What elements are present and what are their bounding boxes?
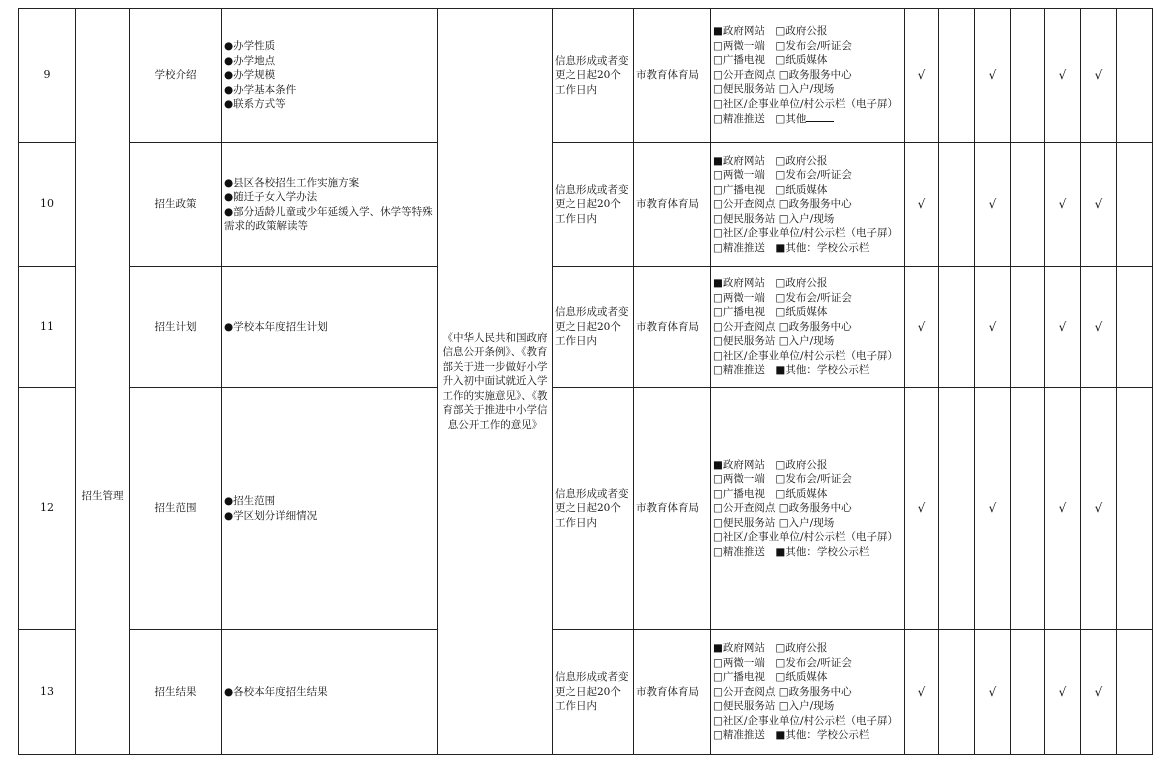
channel-option: □公开查阅点 □政务服务中心 bbox=[713, 320, 852, 333]
row-number: 9 bbox=[19, 9, 76, 143]
check-mark-cell bbox=[1117, 9, 1153, 143]
channel-option: □社区/企事业单位/村公示栏（电子屏） bbox=[713, 97, 898, 110]
channel-option-last bbox=[713, 111, 902, 127]
channel-option-text: □精准推送 ■其他：学校公示栏 bbox=[713, 364, 870, 377]
content-item: ●办学规模 bbox=[224, 69, 276, 82]
channel-options bbox=[711, 267, 905, 388]
check-mark-cell: √ bbox=[905, 9, 939, 143]
channel-option: □便民服务站 □入户/现场 bbox=[713, 335, 835, 348]
responsible-agency: 市教育体育局 bbox=[634, 388, 711, 630]
check-mark-cell bbox=[1011, 267, 1045, 388]
check-mark-cell bbox=[1117, 388, 1153, 630]
channel-option-last bbox=[713, 363, 902, 378]
responsible-agency: 市教育体育局 bbox=[634, 630, 711, 755]
content-list bbox=[222, 630, 438, 755]
legal-basis: 《中华人民共和国政府信息公开条例》、《教育部关于进一步做好小学升入初中面试就近入学工作的实施意见》、《教育部关于推进中小学信息公开工作的意见》 bbox=[438, 9, 553, 755]
check-mark-cell: √ bbox=[975, 388, 1011, 630]
category-cell: 招生管理 bbox=[76, 9, 130, 755]
check-mark-cell bbox=[1011, 630, 1045, 755]
content-item: ●随迁子女入学办法 bbox=[224, 191, 318, 203]
content-item: ●县区各校招生工作实施方案 bbox=[224, 176, 360, 189]
content-item: ●学区划分详细情况 bbox=[224, 509, 318, 522]
disclosure-time: 信息形成或者变更之日起20个工作日内 bbox=[553, 267, 634, 388]
table-row bbox=[19, 267, 1153, 388]
check-mark-cell: √ bbox=[905, 630, 939, 755]
check-mark-cell bbox=[939, 143, 975, 267]
check-mark-cell: √ bbox=[1081, 630, 1117, 755]
channel-option: □便民服务站 □入户/现场 bbox=[713, 212, 835, 225]
channel-options bbox=[711, 388, 905, 630]
check-mark-cell bbox=[1011, 143, 1045, 267]
content-item: ●联系方式等 bbox=[224, 98, 286, 111]
check-mark-cell: √ bbox=[905, 143, 939, 267]
check-mark-cell bbox=[1011, 9, 1045, 143]
content-list bbox=[222, 143, 438, 267]
check-mark-cell bbox=[1117, 630, 1153, 755]
channel-options bbox=[711, 143, 905, 267]
table-body bbox=[19, 9, 1153, 755]
channel-option-text: □精准推送 ■其他：学校公示栏 bbox=[713, 241, 870, 254]
channel-options bbox=[711, 9, 905, 143]
channel-option: □广播电视 □纸质媒体 bbox=[713, 54, 828, 67]
item-name: 招生计划 bbox=[130, 267, 222, 388]
channel-option: ■政府网站 □政府公报 bbox=[713, 277, 828, 290]
responsible-agency: 市教育体育局 bbox=[634, 267, 711, 388]
row-number: 10 bbox=[19, 143, 76, 267]
check-mark-cell: √ bbox=[975, 9, 1011, 143]
channel-option: ■政府网站 □政府公报 bbox=[713, 154, 828, 167]
check-mark-cell: √ bbox=[1045, 388, 1081, 630]
table-row bbox=[19, 143, 1153, 267]
check-mark-cell bbox=[939, 267, 975, 388]
content-list bbox=[222, 267, 438, 388]
content-list bbox=[222, 9, 438, 143]
row-number: 12 bbox=[19, 388, 76, 630]
channel-option: □公开查阅点 □政务服务中心 bbox=[713, 198, 852, 211]
disclosure-time: 信息形成或者变更之日起20个工作日内 bbox=[553, 143, 634, 267]
channel-option: □便民服务站 □入户/现场 bbox=[713, 700, 835, 713]
channel-option: □公开查阅点 □政务服务中心 bbox=[713, 502, 852, 515]
check-mark-cell: √ bbox=[1081, 388, 1117, 630]
channel-option-last bbox=[713, 728, 902, 743]
channel-option: ■政府网站 □政府公报 bbox=[713, 642, 828, 655]
channel-option: □社区/企事业单位/村公示栏（电子屏） bbox=[713, 714, 898, 727]
responsible-agency: 市教育体育局 bbox=[634, 143, 711, 267]
channel-option: □便民服务站 □入户/现场 bbox=[713, 516, 835, 529]
item-name: 招生结果 bbox=[130, 630, 222, 755]
channel-option-last bbox=[713, 241, 902, 256]
check-mark-cell bbox=[1011, 388, 1045, 630]
channel-option: □两微一端 □发布会/听证会 bbox=[713, 473, 852, 486]
check-mark-cell: √ bbox=[905, 388, 939, 630]
channel-option-text: □精准推送 ■其他：学校公示栏 bbox=[713, 729, 870, 742]
channel-option: □社区/企事业单位/村公示栏（电子屏） bbox=[713, 531, 898, 544]
content-item: ●招生范围 bbox=[224, 495, 276, 507]
channel-option: □公开查阅点 □政务服务中心 bbox=[713, 685, 852, 698]
content-item: ●办学性质 bbox=[224, 40, 276, 53]
channel-option: □广播电视 □纸质媒体 bbox=[713, 183, 828, 196]
channel-option-text: □精准推送 □其他 bbox=[713, 113, 807, 126]
check-mark-cell bbox=[939, 630, 975, 755]
blank-underline bbox=[806, 111, 834, 122]
item-name: 学校介绍 bbox=[130, 9, 222, 143]
check-mark-cell: √ bbox=[905, 267, 939, 388]
content-item: ●办学基本条件 bbox=[224, 83, 297, 96]
channel-option: □社区/企事业单位/村公示栏（电子屏） bbox=[713, 227, 898, 240]
channel-option: □社区/企事业单位/村公示栏（电子屏） bbox=[713, 349, 898, 362]
channel-option: □两微一端 □发布会/听证会 bbox=[713, 656, 852, 669]
check-mark-cell: √ bbox=[1045, 143, 1081, 267]
disclosure-time: 信息形成或者变更之日起20个工作日内 bbox=[553, 630, 634, 755]
channel-option-last bbox=[713, 545, 902, 560]
responsible-agency: 市教育体育局 bbox=[634, 9, 711, 143]
channel-option: □两微一端 □发布会/听证会 bbox=[713, 291, 852, 304]
check-mark-cell: √ bbox=[1045, 267, 1081, 388]
channel-option: □公开查阅点 □政务服务中心 bbox=[713, 68, 852, 81]
content-item: ●各校本年度招生结果 bbox=[224, 685, 328, 698]
channel-options bbox=[711, 630, 905, 755]
check-mark-cell: √ bbox=[975, 267, 1011, 388]
check-mark-cell bbox=[1117, 267, 1153, 388]
disclosure-time: 信息形成或者变更之日起20个工作日内 bbox=[553, 9, 634, 143]
check-mark-cell: √ bbox=[1045, 630, 1081, 755]
channel-option: □广播电视 □纸质媒体 bbox=[713, 306, 828, 319]
check-mark-cell bbox=[939, 9, 975, 143]
channel-option: ■政府网站 □政府公报 bbox=[713, 458, 828, 471]
row-number: 13 bbox=[19, 630, 76, 755]
channel-option: □便民服务站 □入户/现场 bbox=[713, 83, 835, 96]
content-item: ●部分适龄儿童或少年延缓入学、休学等特殊需求的政策解读等 bbox=[224, 205, 433, 232]
channel-option: □广播电视 □纸质媒体 bbox=[713, 671, 828, 684]
item-name: 招生范围 bbox=[130, 388, 222, 630]
check-mark-cell: √ bbox=[1045, 9, 1081, 143]
table-row bbox=[19, 388, 1153, 630]
content-item: ●学校本年度招生计划 bbox=[224, 320, 328, 333]
table-row bbox=[19, 9, 1153, 143]
row-number: 11 bbox=[19, 267, 76, 388]
check-mark-cell: √ bbox=[1081, 9, 1117, 143]
check-mark-cell: √ bbox=[975, 630, 1011, 755]
check-mark-cell bbox=[1117, 143, 1153, 267]
item-name: 招生政策 bbox=[130, 143, 222, 267]
disclosure-table bbox=[18, 8, 1153, 755]
channel-option: □两微一端 □发布会/听证会 bbox=[713, 39, 852, 52]
check-mark-cell: √ bbox=[1081, 143, 1117, 267]
check-mark-cell: √ bbox=[975, 143, 1011, 267]
channel-option-text: □精准推送 ■其他：学校公示栏 bbox=[713, 545, 870, 558]
channel-option: ■政府网站 □政府公报 bbox=[713, 25, 828, 38]
channel-option: □两微一端 □发布会/听证会 bbox=[713, 169, 852, 182]
channel-option: □广播电视 □纸质媒体 bbox=[713, 487, 828, 500]
table-row bbox=[19, 630, 1153, 755]
check-mark-cell bbox=[939, 388, 975, 630]
content-item: ●办学地点 bbox=[224, 54, 276, 67]
check-mark-cell: √ bbox=[1081, 267, 1117, 388]
disclosure-time: 信息形成或者变更之日起20个工作日内 bbox=[553, 388, 634, 630]
content-list bbox=[222, 388, 438, 630]
